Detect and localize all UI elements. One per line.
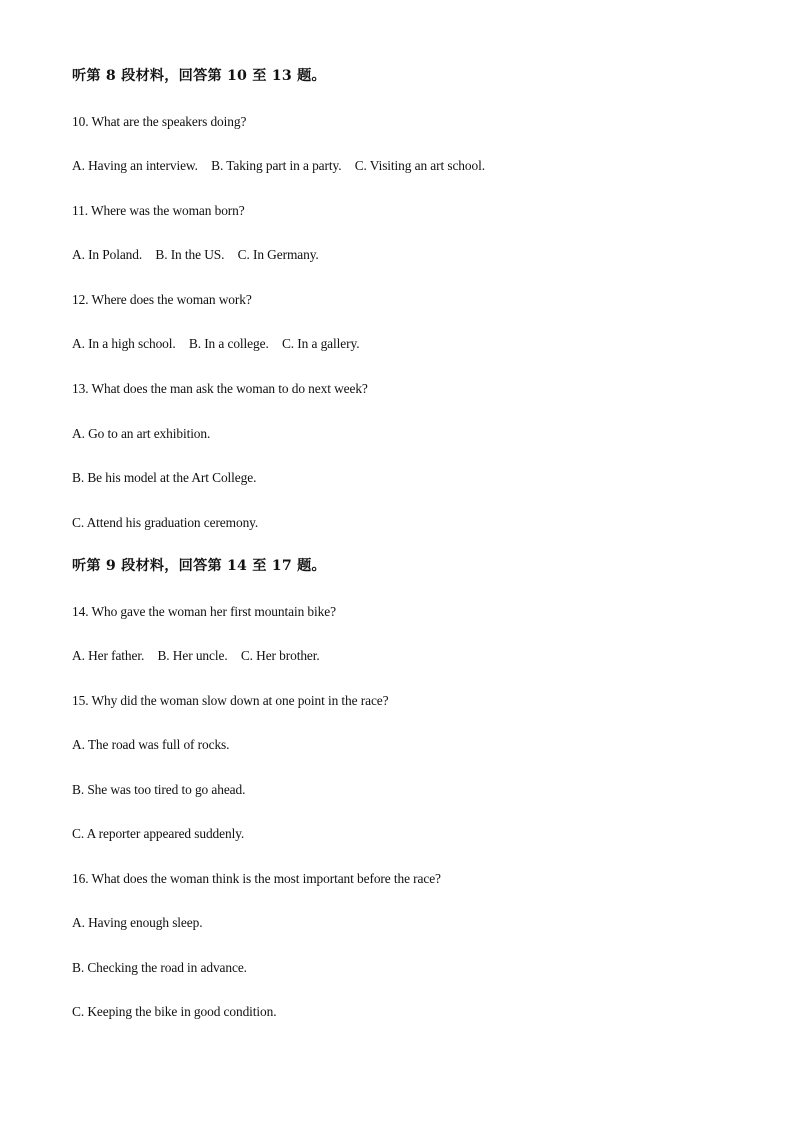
option-b: B. Checking the road in advance. xyxy=(72,960,247,975)
option-c: C. A reporter appeared suddenly. xyxy=(72,826,245,841)
option-c: C. Keeping the bike in good condition. xyxy=(72,1004,277,1019)
options-row xyxy=(72,158,485,174)
section-heading: 听第 9 段材料，回答第 14 至 17 题。 xyxy=(72,558,326,574)
option-b: B. Taking part in a party. xyxy=(211,158,342,173)
question-stem: 12. Where does the woman work? xyxy=(72,292,252,307)
option-a: A. Having an interview. xyxy=(72,158,198,173)
option-b: B. Be his model at the Art College. xyxy=(72,470,257,485)
option-b: B. In a college. xyxy=(188,336,269,351)
question-stem: 11. Where was the woman born? xyxy=(72,203,245,218)
option-b: B. She was too tired to go ahead. xyxy=(72,782,246,797)
option-a: A. The road was full of rocks. xyxy=(72,737,230,752)
question-stem: 16. What does the woman think is the most important before the race? xyxy=(72,871,441,886)
question-stem: 14. Who gave the woman her first mountain bike? xyxy=(72,604,336,619)
option-c: C. Visiting an art school. xyxy=(354,158,485,173)
option-b: B. In the US. xyxy=(155,247,225,262)
option-c: C. Attend his graduation ceremony. xyxy=(72,515,259,530)
question-stem: 15. Why did the woman slow down at one point in the race? xyxy=(72,693,389,708)
option-c: C. Her brother. xyxy=(240,648,320,663)
section-heading: 听第 8 段材料，回答第 10 至 13 题。 xyxy=(72,68,326,84)
option-a: A. Her father. xyxy=(72,648,145,663)
option-a: A. Go to an art exhibition. xyxy=(72,426,211,441)
option-b: B. Her uncle. xyxy=(157,648,228,663)
options-row xyxy=(72,648,320,664)
option-a: A. In Poland. xyxy=(72,247,143,262)
option-c: C. In a gallery. xyxy=(281,336,360,351)
option-c: C. In Germany. xyxy=(237,247,319,262)
option-a: A. Having enough sleep. xyxy=(72,915,203,930)
question-stem: 10. What are the speakers doing? xyxy=(72,114,247,129)
option-a: A. In a high school. xyxy=(72,336,176,351)
options-row xyxy=(72,336,359,352)
question-stem: 13. What does the man ask the woman to do next week? xyxy=(72,381,368,396)
options-row xyxy=(72,247,319,263)
